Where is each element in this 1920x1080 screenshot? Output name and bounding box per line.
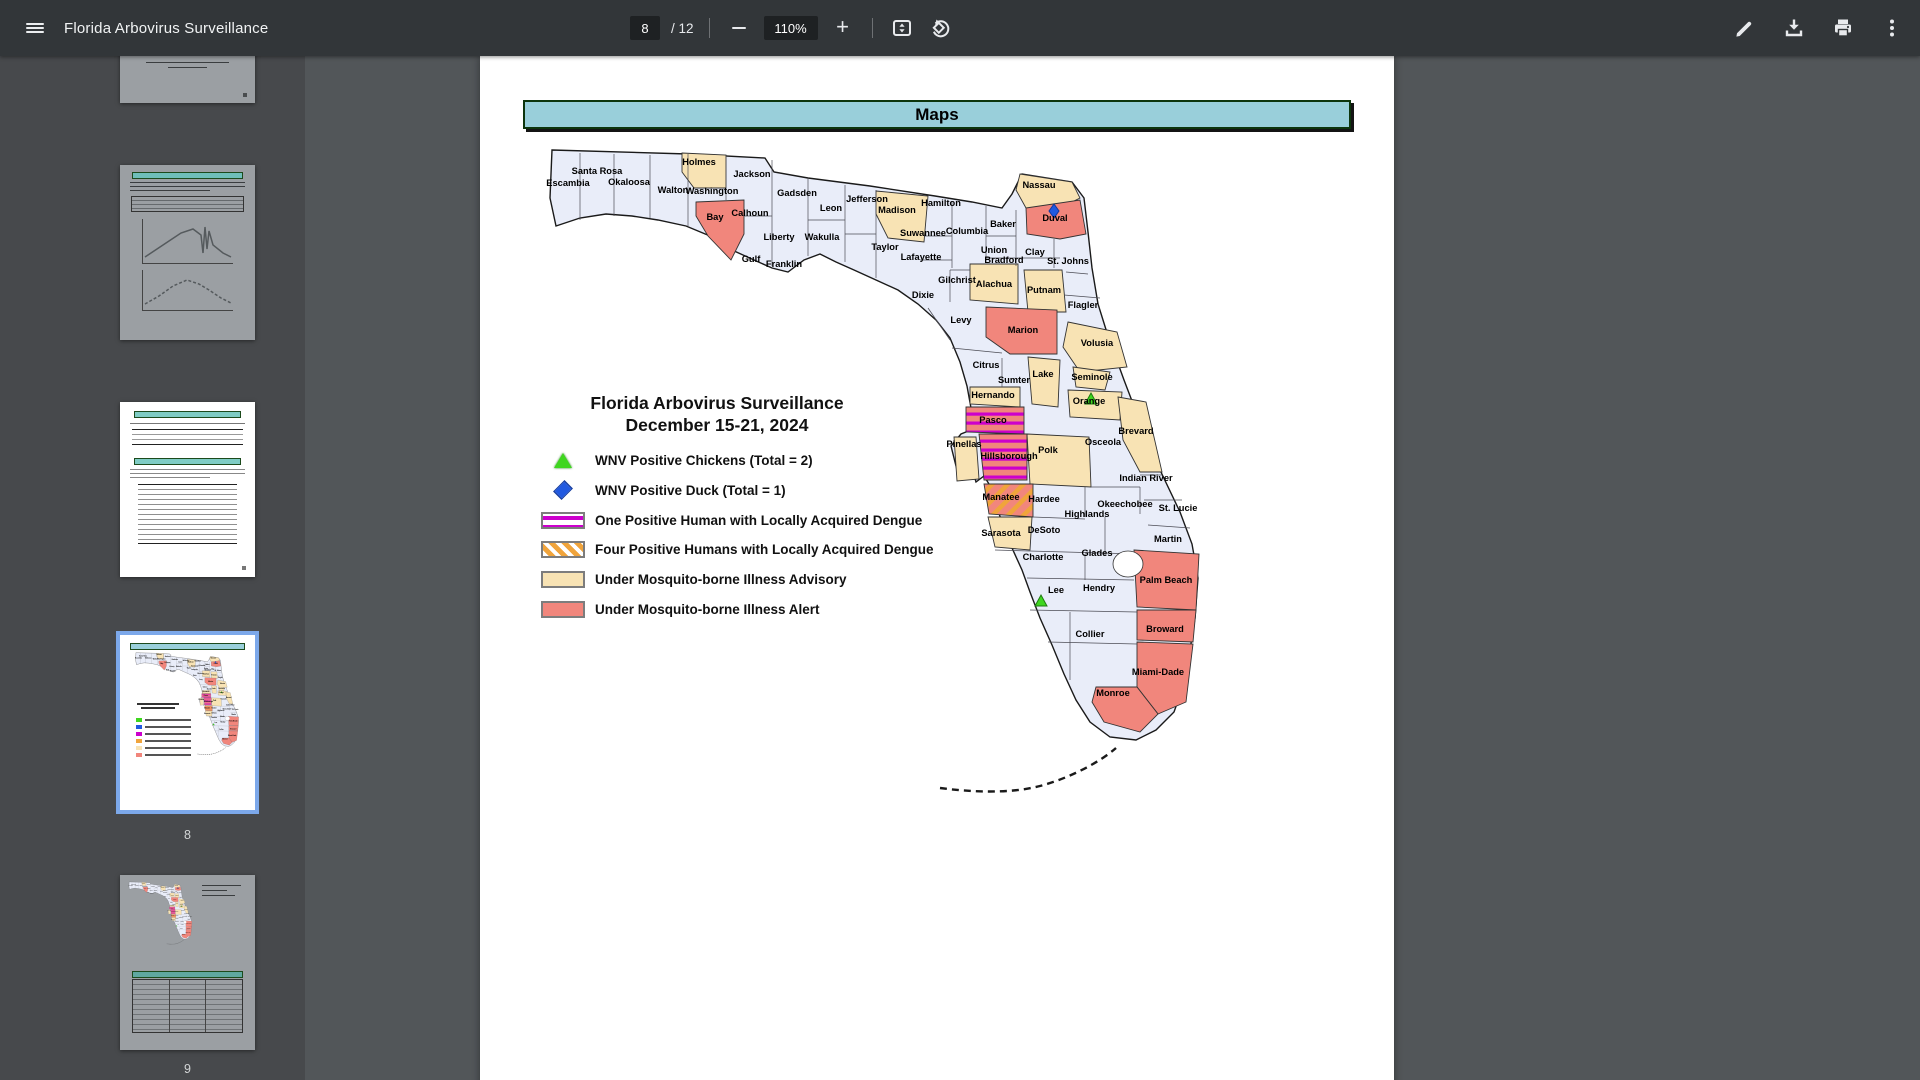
- county-label: Gulf: [147, 892, 150, 894]
- page-thumbnail-9[interactable]: [120, 875, 255, 1050]
- county-label: Manatee: [982, 492, 1020, 503]
- county-label: Sarasota: [204, 714, 211, 716]
- county-label: Franklin: [169, 671, 176, 673]
- lake-okeechobee: [225, 716, 230, 720]
- toolbar-center-controls: [630, 0, 955, 56]
- county-label: Miami-Dade: [185, 932, 191, 934]
- county-label: Pasco: [979, 415, 1007, 426]
- county-label: Citrus: [202, 687, 207, 689]
- county-label: Charlotte: [174, 921, 179, 923]
- county-label: Highlands: [1064, 509, 1110, 520]
- county-label: Hardee: [1028, 494, 1060, 505]
- toolbar-right-controls: [1731, 14, 1906, 42]
- county-label: Miami-Dade: [228, 736, 237, 738]
- county-label: Walton: [139, 886, 143, 888]
- county-label: Union: [170, 891, 174, 893]
- county-label: Calhoun: [146, 888, 151, 890]
- county-label: Liberty: [763, 232, 795, 243]
- county-label: Seminole: [1071, 372, 1113, 383]
- county-label: Citrus: [169, 903, 173, 905]
- county-label: Okaloosa: [608, 177, 650, 188]
- county-label: Pasco: [170, 908, 174, 910]
- county-label: Franklin: [149, 893, 154, 895]
- county-label: Sarasota: [170, 919, 175, 921]
- county-label: Glades: [1081, 548, 1113, 559]
- toolbar-divider: [872, 18, 873, 38]
- county-label: Jefferson: [182, 660, 190, 662]
- county-label: Baker: [990, 219, 1016, 230]
- county-label: Pinellas: [167, 910, 171, 912]
- legend-swatch-diamond: [541, 482, 585, 499]
- county-label: Manatee: [170, 915, 175, 917]
- county-label: Okaloosa: [144, 658, 152, 660]
- county-label: Lafayette: [191, 670, 198, 672]
- county-label: Bradford: [171, 892, 175, 894]
- county-label: Hamilton: [921, 198, 961, 209]
- county-label: Putnam: [211, 675, 217, 677]
- county-pinellas: [200, 698, 204, 705]
- county-label: Pinellas: [946, 439, 982, 450]
- county-label: Franklin: [765, 259, 803, 270]
- county-label: Martin: [187, 920, 191, 922]
- county-label: Santa Rosa: [131, 884, 136, 886]
- thumbnail-page-number: 9: [184, 1062, 191, 1076]
- legend-item: [541, 450, 813, 470]
- county-label: Hardee: [211, 708, 217, 710]
- county-label: DeSoto: [175, 919, 179, 921]
- county-label: Lake: [212, 688, 216, 690]
- county-label: Madison: [160, 888, 165, 890]
- thumbnail-page-number: 8: [184, 828, 191, 842]
- county-label: Gilchrist: [166, 894, 171, 896]
- county-label: Washington: [142, 886, 148, 888]
- county-label: Calhoun: [164, 663, 171, 665]
- zoom-in-button[interactable]: +: [829, 14, 857, 42]
- county-label: Charlotte: [1022, 552, 1064, 563]
- page-thumbnail-8-selected[interactable]: [116, 631, 259, 814]
- county-label: Bay: [706, 212, 724, 223]
- legend-swatch-advisory: [541, 571, 585, 588]
- county-label: Polk: [213, 700, 217, 702]
- county-label: Bay: [160, 663, 164, 665]
- county-label: Hendry: [220, 722, 226, 724]
- county-label: Gadsden: [171, 660, 178, 662]
- county-label: Brevard: [225, 697, 232, 699]
- county-sarasota: [205, 711, 212, 716]
- county-label: Lee: [1047, 585, 1065, 596]
- county-label: Sumter: [206, 689, 212, 691]
- county-label: Polk: [1038, 445, 1058, 456]
- legend-swatch-stripe-orange: [541, 541, 585, 558]
- more-options-button[interactable]: [1878, 14, 1906, 42]
- county-label: Hamilton: [165, 887, 169, 889]
- county-label: Okeechobee: [182, 916, 188, 918]
- county-label: Osceola: [1084, 437, 1122, 448]
- county-label: Hardee: [175, 916, 179, 918]
- thumbnail-sidebar: [0, 56, 305, 1080]
- county-label: Duval: [176, 888, 180, 890]
- county-label: Walton: [657, 185, 689, 196]
- lake-okeechobee: [1113, 551, 1143, 577]
- county-label: Levy: [199, 680, 203, 682]
- county-label: Bradford: [984, 255, 1024, 266]
- download-icon: [1782, 16, 1806, 40]
- county-label: Monroe: [181, 934, 186, 936]
- county-label: Jefferson: [157, 887, 162, 889]
- county-label: Marion: [173, 899, 177, 901]
- county-label: Union: [980, 245, 1008, 256]
- wnv-duck-legend-icon: [555, 482, 572, 499]
- county-label: Putnam: [175, 895, 179, 897]
- county-hillsborough: [171, 910, 179, 914]
- legend-item: [541, 599, 820, 619]
- county-label: Glades: [220, 717, 225, 719]
- county-label: Nassau: [174, 885, 179, 887]
- county-label: Monroe: [222, 739, 228, 741]
- rotate-button[interactable]: [927, 14, 955, 42]
- county-label: Columbia: [945, 226, 989, 237]
- county-label: Flagler: [179, 897, 183, 899]
- county-label: Madison: [878, 205, 916, 216]
- county-label: Bradford: [204, 670, 211, 672]
- county-label: Charlotte: [210, 717, 218, 719]
- county-label: DeSoto: [1027, 525, 1061, 536]
- county-label: Liberty: [149, 890, 153, 892]
- legend-swatch-stripe-magenta: [541, 512, 585, 529]
- county-label: Union: [204, 669, 209, 671]
- county-label: Calhoun: [731, 208, 769, 219]
- county-label: St. Lucie: [232, 710, 239, 712]
- florida-keys: [940, 748, 1116, 792]
- county-label: Escambia: [135, 658, 142, 660]
- county-palm-beach: [186, 921, 192, 927]
- county-label: Columbia: [167, 890, 172, 892]
- florida-keys: [198, 748, 226, 755]
- county-label: Washington: [157, 659, 166, 661]
- county-label: Hendry: [180, 924, 184, 926]
- county-label: Taylor: [186, 668, 191, 670]
- legend-item: [541, 569, 847, 589]
- county-putnam: [211, 672, 218, 679]
- county-label: Polk: [176, 911, 179, 913]
- county-palm-beach: [228, 716, 238, 726]
- rotate-counterclockwise-icon: [929, 16, 953, 40]
- page-thumbnail-8[interactable]: [120, 635, 255, 810]
- county-label: Clay: [175, 892, 177, 894]
- legend-swatch-triangle: [541, 452, 585, 469]
- county-label: Indian River: [184, 914, 190, 916]
- county-label: Palm Beach: [186, 923, 192, 925]
- fit-page-icon: [890, 16, 914, 40]
- county-label: Marion: [208, 681, 214, 683]
- wnv-chicken-legend-icon: [554, 453, 572, 468]
- page-number-input[interactable]: [630, 16, 660, 40]
- county-label: Holmes: [682, 157, 716, 168]
- county-label: Clay: [211, 669, 215, 671]
- county-label: Citrus: [972, 360, 1000, 371]
- fit-to-page-button[interactable]: [888, 14, 916, 42]
- download-button[interactable]: [1780, 14, 1808, 42]
- legend-swatch-alert: [541, 601, 585, 618]
- county-label: Jackson: [164, 656, 171, 658]
- county-label: Martin: [231, 714, 236, 716]
- county-label: Escambia: [546, 178, 590, 189]
- county-label: Flagler: [217, 677, 223, 679]
- county-label: Volusia: [180, 900, 184, 902]
- print-button[interactable]: [1829, 14, 1857, 42]
- page-thumbnail-6[interactable]: [120, 165, 255, 340]
- county-label: Nassau: [210, 658, 216, 660]
- county-label: Leon: [178, 662, 182, 664]
- county-label: Taylor: [160, 891, 163, 893]
- county-label: Duval: [213, 663, 218, 665]
- county-label: Leon: [155, 887, 158, 889]
- county-pasco: [202, 693, 211, 697]
- county-label: St. Lucie: [188, 916, 192, 918]
- county-label: Pasco: [203, 696, 209, 698]
- county-label: Jackson: [146, 884, 151, 886]
- zoom-level-input[interactable]: 110%: [764, 16, 818, 40]
- county-label: Brevard: [1118, 426, 1154, 437]
- county-label: Collier: [219, 730, 224, 732]
- county-label: Suwannee: [900, 228, 946, 239]
- county-label: Collier: [179, 929, 183, 931]
- county-label: Hamilton: [194, 661, 201, 663]
- legend-label: One Positive Human with Locally Acquired Dengue: [595, 512, 923, 528]
- county-label: Dixie: [193, 676, 197, 678]
- county-label: Hernando: [971, 390, 1015, 401]
- county-label: Marion: [1007, 325, 1039, 336]
- county-label: Collier: [1075, 629, 1105, 640]
- county-label: Wakulla: [176, 667, 182, 669]
- county-label: Sarasota: [981, 528, 1021, 539]
- county-label: Brevard: [184, 909, 188, 911]
- county-label: Martin: [1154, 534, 1182, 545]
- county-label: Washington: [685, 186, 739, 197]
- legend-label: Four Positive Humans with Locally Acquired Dengue: [595, 541, 934, 557]
- map-title: [517, 392, 917, 436]
- county-label: Hillsborough: [203, 701, 214, 703]
- legend-item: [541, 510, 922, 530]
- page-thumbnail-5[interactable]: [120, 56, 255, 103]
- county-label: Hernando: [169, 906, 175, 908]
- legend-label: Under Mosquito-borne Illness Advisory: [595, 571, 847, 587]
- county-label: Sumter: [997, 375, 1031, 386]
- florida-county-map: [128, 881, 194, 945]
- thumb-9-minimap: [128, 881, 194, 950]
- county-label: Santa Rosa: [571, 166, 623, 177]
- county-label: St. Johns: [214, 670, 222, 672]
- county-label: Orange: [1072, 396, 1106, 407]
- county-label: Volusia: [219, 683, 226, 685]
- county-label: Putnam: [1026, 285, 1062, 296]
- county-label: Jackson: [733, 169, 771, 180]
- county-label: Duval: [1042, 213, 1068, 224]
- menu-icon[interactable]: [21, 14, 49, 42]
- legend-label: WNV Positive Duck (Total = 1): [595, 482, 786, 498]
- county-label: Osceola: [180, 910, 185, 912]
- county-label: Lee: [214, 723, 218, 725]
- legend-label: WNV Positive Chickens (Total = 2): [595, 452, 813, 468]
- county-label: Lafayette: [900, 252, 942, 263]
- county-label: Monroe: [1096, 688, 1130, 699]
- county-label: Nassau: [1022, 180, 1056, 191]
- county-label: Holmes: [141, 883, 146, 885]
- county-label: Madison: [187, 662, 194, 664]
- county-alachua: [202, 671, 210, 677]
- county-label: Indian River: [1119, 473, 1173, 484]
- county-label: Suwannee: [191, 666, 199, 668]
- county-label: Hernando: [202, 692, 210, 694]
- county-label: Indian River: [226, 705, 235, 707]
- county-label: St. Lucie: [1158, 503, 1198, 514]
- county-label: Holmes: [156, 655, 162, 657]
- county-label: Volusia: [1080, 338, 1114, 349]
- county-label: Broward: [230, 729, 237, 731]
- page-count-label: / 12: [671, 20, 694, 36]
- county-label: Broward: [1146, 624, 1184, 635]
- county-label: Gilchrist: [197, 673, 204, 675]
- county-label: Levy: [167, 898, 170, 900]
- county-label: Lee: [177, 924, 179, 926]
- print-icon: [1831, 16, 1855, 40]
- pdf-page-8: [480, 56, 1394, 1080]
- county-label: DeSoto: [211, 713, 217, 715]
- legend-item: [541, 539, 934, 559]
- county-label: Okeechobee: [222, 709, 232, 711]
- pdf-viewer-area[interactable]: [305, 56, 1920, 1080]
- county-label: Lafayette: [163, 892, 167, 894]
- county-label: Okaloosa: [134, 885, 139, 887]
- county-label: St. Johns: [1047, 256, 1089, 267]
- county-label: Highlands: [217, 710, 225, 712]
- county-label: Clay: [1025, 247, 1045, 258]
- section-header-maps: Maps: [523, 100, 1351, 129]
- kebab-menu-icon: [1880, 16, 1904, 40]
- county-label: Sumter: [172, 904, 176, 906]
- map-title-line1: Florida Arbovirus Surveillance: [590, 393, 844, 413]
- county-label: Lake: [1032, 369, 1054, 380]
- county-label: Dixie: [164, 896, 167, 898]
- county-label: Santa Rosa: [139, 656, 148, 658]
- county-label: Wakulla: [804, 232, 840, 243]
- pdf-toolbar: [0, 0, 1920, 56]
- county-label: Orange: [179, 906, 183, 908]
- county-label: Walton: [152, 659, 158, 661]
- county-label: Hillsborough: [170, 911, 177, 913]
- county-label: Lake: [175, 904, 178, 906]
- county-label: Osceola: [220, 699, 227, 701]
- county-label: Alachua: [975, 279, 1013, 290]
- county-label: Liberty: [169, 667, 175, 669]
- county-label: Suwannee: [162, 890, 168, 892]
- document-title: Florida Arbovirus Surveillance: [64, 19, 269, 37]
- county-label: Dixie: [911, 290, 935, 301]
- county-label: Alachua: [170, 895, 174, 897]
- county-label: Orange: [218, 693, 224, 695]
- county-label: Flagler: [1067, 300, 1099, 311]
- county-label: Hendry: [1082, 583, 1116, 594]
- county-label: Columbia: [198, 666, 206, 668]
- legend-item: [541, 480, 786, 500]
- county-label: Highlands: [178, 917, 184, 919]
- county-label: Glades: [180, 921, 184, 923]
- county-pinellas: [168, 910, 170, 914]
- county-label: Hillsborough: [980, 451, 1038, 462]
- county-label: Escambia: [128, 885, 133, 887]
- county-label: Palm Beach: [1139, 575, 1193, 586]
- county-label: St. Johns: [177, 893, 182, 895]
- county-label: Gilchrist: [938, 275, 976, 286]
- county-label: Leon: [819, 203, 843, 214]
- county-label: Miami-Dade: [1131, 667, 1185, 678]
- zoom-out-button[interactable]: [725, 14, 753, 42]
- county-putnam: [175, 894, 179, 898]
- county-label: Gulf: [166, 670, 169, 672]
- county-label: Palm Beach: [229, 721, 238, 723]
- county-label: Levy: [950, 315, 972, 326]
- page-thumbnail-7[interactable]: [120, 402, 255, 577]
- pencil-icon: [1733, 16, 1757, 40]
- county-label: Seminole: [179, 904, 184, 906]
- county-label: Jefferson: [846, 194, 888, 205]
- florida-keys: [167, 940, 184, 944]
- county-label: Gulf: [741, 254, 761, 265]
- county-label: Baker: [171, 889, 175, 891]
- county-label: Okeechobee: [1097, 499, 1153, 510]
- legend-label: Under Mosquito-borne Illness Alert: [595, 601, 820, 617]
- county-label: Wakulla: [153, 890, 158, 892]
- county-label: Broward: [186, 928, 191, 930]
- annotate-button[interactable]: [1731, 14, 1759, 42]
- county-label: Bay: [144, 888, 146, 890]
- county-label: Taylor: [871, 242, 899, 253]
- lake-okeechobee: [184, 921, 187, 924]
- county-label: Gadsden: [777, 188, 817, 199]
- county-label: Gadsden: [151, 886, 155, 888]
- county-label: Pinellas: [198, 699, 205, 701]
- county-label: Baker: [205, 664, 210, 666]
- county-lake: [1028, 357, 1060, 407]
- county-label: Seminole: [218, 689, 225, 691]
- county-label: Alachua: [203, 674, 209, 676]
- county-label: Manatee: [204, 708, 211, 710]
- map-title-line2: December 15-21, 2024: [625, 415, 809, 435]
- florida-county-map: [540, 140, 1220, 800]
- county-hillsborough: [204, 698, 212, 705]
- toolbar-divider: [709, 18, 710, 38]
